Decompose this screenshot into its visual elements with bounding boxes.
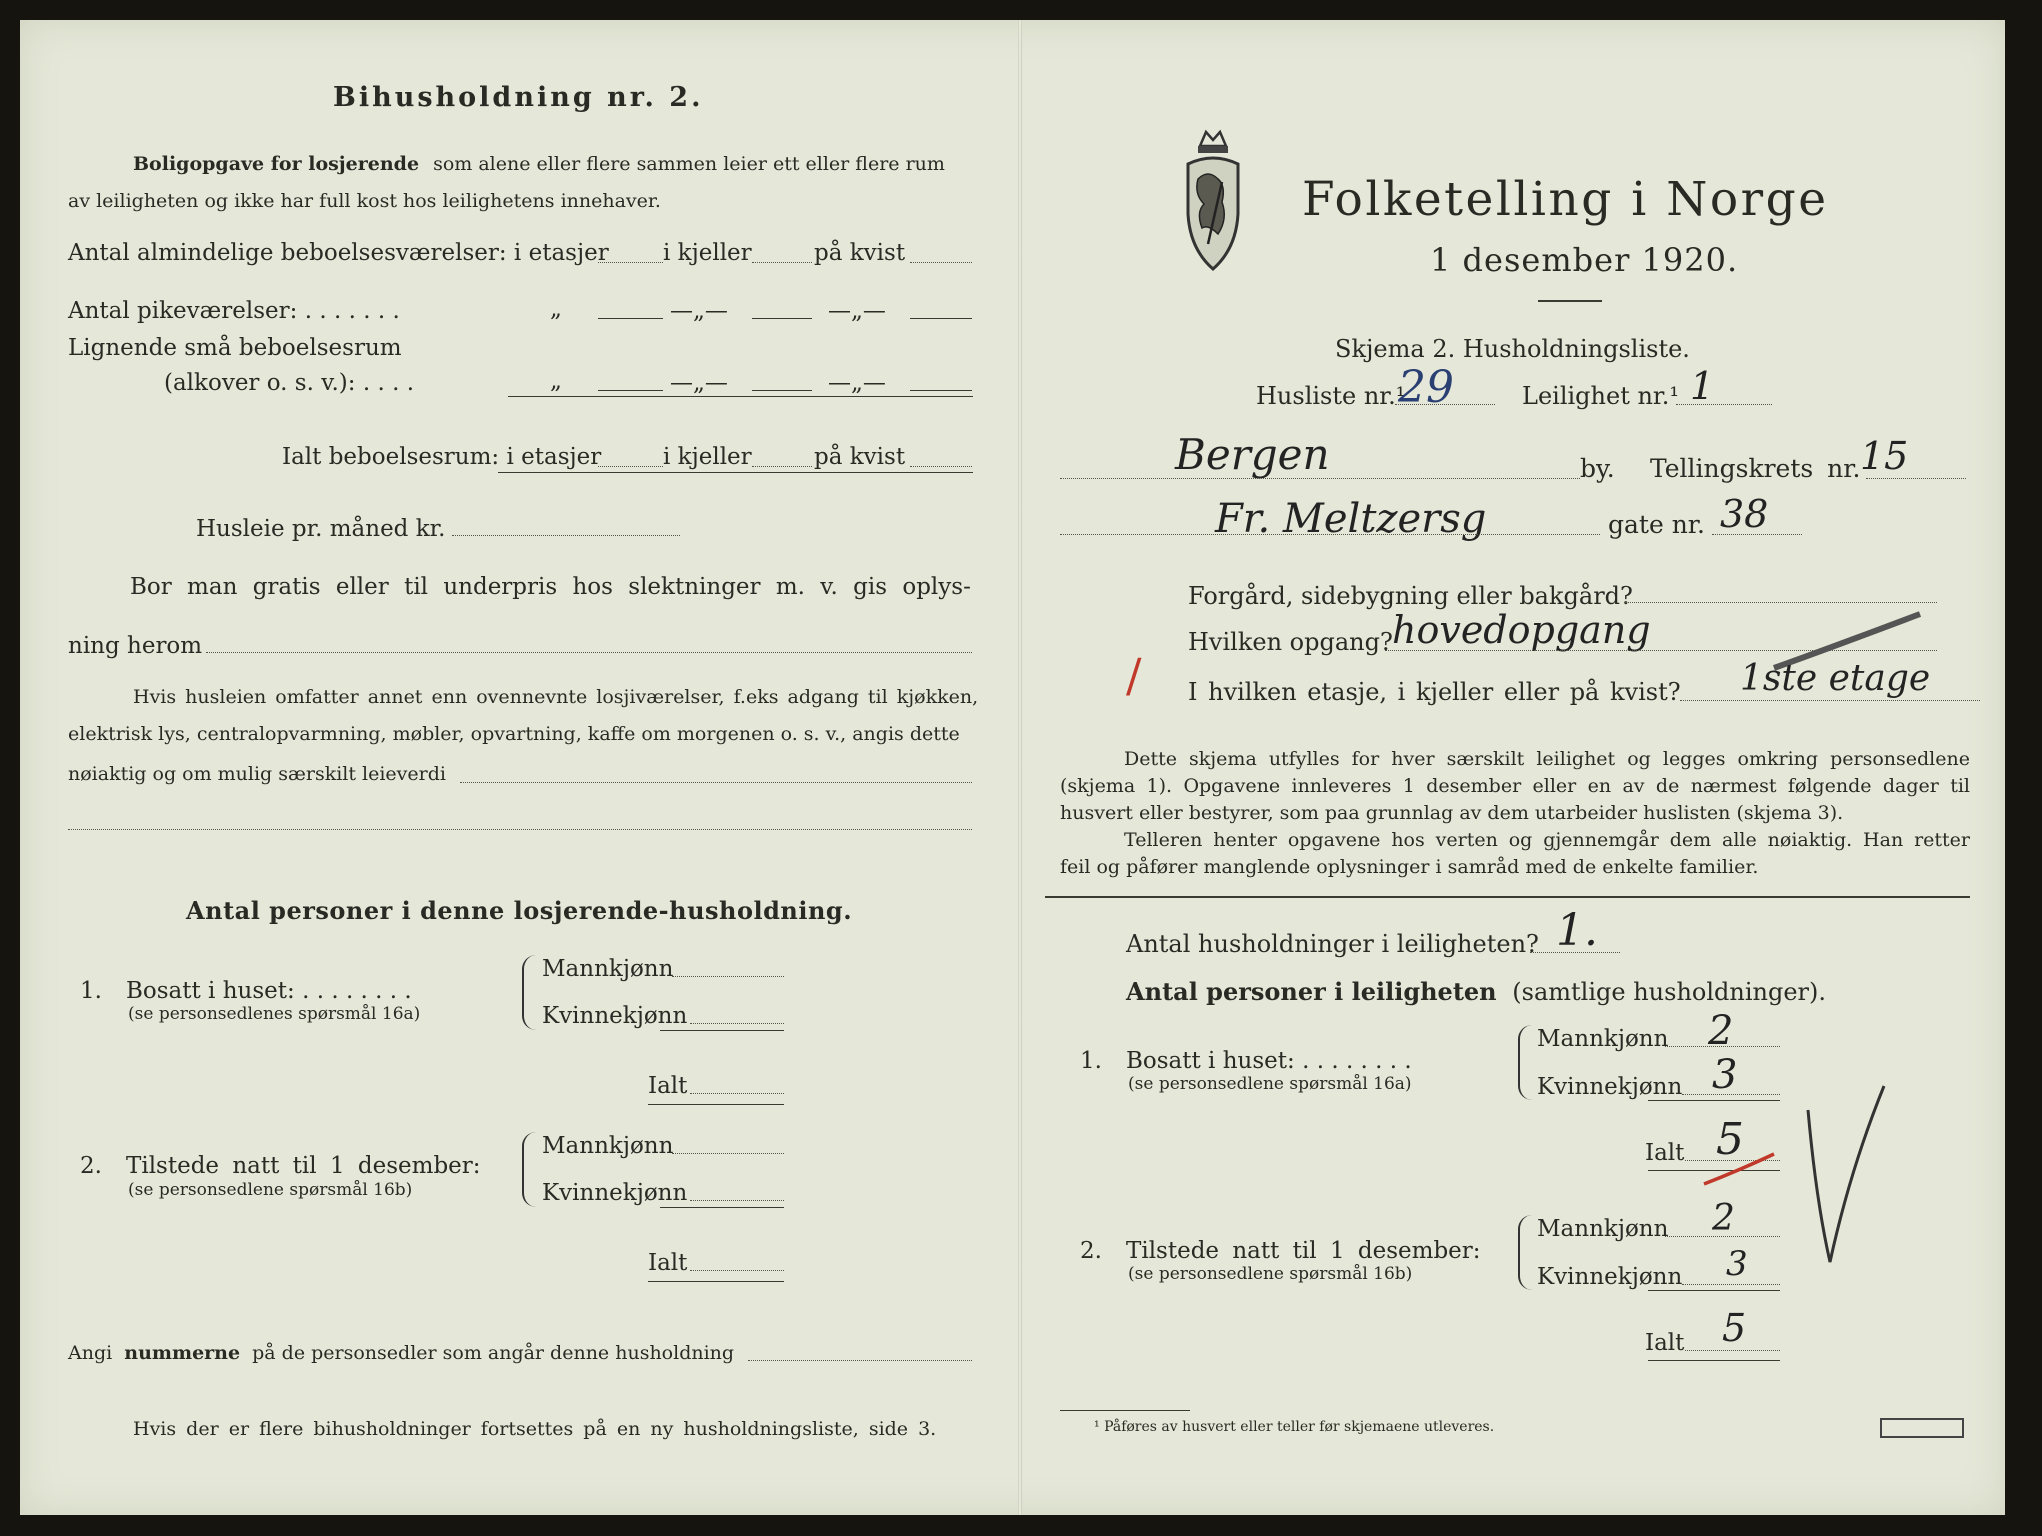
- krets-value: 15: [1860, 434, 1909, 478]
- etasje-value: 1ste etage: [1740, 658, 1931, 699]
- pike-line-2[interactable]: [752, 318, 812, 319]
- right-q2-sub: (se personsedlene spørsmål 16b): [1128, 1264, 1413, 1284]
- right-q1-label: Bosatt i huset: . . . . . . . .: [1126, 1048, 1412, 1074]
- left-q2-mann-label: Mannkjønn: [542, 1133, 674, 1159]
- page-fold: [1018, 20, 1022, 1515]
- right-persons-heading: [1126, 977, 1827, 1006]
- left-q1-kvinne-label: Kvinnekjønn: [542, 1003, 688, 1029]
- ialt-rooms-label: Ialt beboelsesrum: i etasjer: [282, 444, 602, 470]
- leilighet-value: 1: [1690, 364, 1715, 408]
- left-q1-num: 1.: [80, 978, 102, 1004]
- angi-pre: Angi: [68, 1342, 113, 1364]
- gratis-field[interactable]: [206, 652, 972, 653]
- rooms-kjeller: i kjeller: [663, 240, 752, 266]
- left-q2-brace: [522, 1132, 536, 1207]
- note-line-1: Hvis husleien omfatter annet enn ovennevnte losjiværelser, f.eks adgang til kjøkken,: [133, 686, 979, 708]
- right-q1-sum-line: [1648, 1100, 1780, 1101]
- right-persons-rest: (samtlige husholdninger).: [1512, 978, 1827, 1006]
- alkover-ditto: „: [550, 368, 562, 394]
- left-footer: Hvis der er flere bihusholdninger fortsettes på en ny husholdningsliste, side 3.: [133, 1418, 937, 1440]
- hush-field[interactable]: [1530, 952, 1620, 953]
- opgang-value: hovedopgang: [1392, 608, 1651, 652]
- husleie-field[interactable]: [452, 535, 680, 536]
- left-q2-label: Tilstede natt til 1 desember:: [126, 1153, 481, 1179]
- left-q1-sum-line: [660, 1030, 784, 1031]
- red-stroke: /: [1126, 648, 1142, 702]
- instr-3: husvert eller bestyrer, som paa grunnlag av dem utarbeider huslisten (skjema 3).: [1060, 802, 1844, 824]
- right-q2-kvinne-value: 3: [1726, 1244, 1748, 1284]
- city-value: Bergen: [1175, 430, 1330, 479]
- pike-line-1[interactable]: [598, 318, 663, 319]
- left-q2-ialt-field[interactable]: [690, 1270, 784, 1271]
- angi-bold: nummerne: [124, 1342, 241, 1364]
- form-date: 1 desember 1920.: [1430, 241, 1739, 279]
- right-q2-mann-field[interactable]: [1665, 1236, 1780, 1237]
- rooms-kjeller-field[interactable]: [752, 262, 812, 263]
- right-q1-kvinne-value: 3: [1712, 1052, 1738, 1098]
- red-tick-mark: [1700, 1150, 1780, 1190]
- note-line-3: nøiaktig og om mulig særskilt leieverdi: [68, 763, 446, 785]
- rooms-kvist: på kvist: [814, 240, 906, 266]
- gate-value: 38: [1720, 492, 1769, 536]
- ialt-etasjer-field[interactable]: [598, 466, 663, 467]
- husliste-label: Husliste nr.¹: [1256, 382, 1406, 410]
- right-q2-kvinne-field[interactable]: [1682, 1284, 1780, 1285]
- extra-field[interactable]: [68, 829, 972, 830]
- right-q1-ialt-value: 5: [1716, 1114, 1744, 1165]
- street-field[interactable]: [1060, 534, 1600, 535]
- gratis-line-1: Bor man gratis eller til underpris hos slektninger m. v. gis oplys-: [130, 574, 971, 600]
- etasje-field[interactable]: [1680, 700, 1980, 701]
- alkover-line-3[interactable]: [910, 390, 972, 391]
- alkover-line-1[interactable]: [598, 390, 663, 391]
- lign-label: Lignende små beboelsesrum: [68, 335, 402, 361]
- instructions: [1060, 746, 1970, 881]
- form-title: Folketelling i Norge: [1302, 172, 1829, 227]
- street-value: Fr. Meltzersg: [1215, 496, 1487, 542]
- instr-5: feil og påfører manglende oplysninger i samråd med de enkelte familier.: [1060, 856, 1759, 878]
- right-q1-sub: (se personsedlene spørsmål 16a): [1128, 1074, 1412, 1094]
- bihusholdning-title: Bihusholdning nr. 2.: [333, 82, 704, 113]
- left-q2-ialt-label: Ialt: [648, 1250, 688, 1276]
- right-q2-sum-line: [1648, 1290, 1780, 1291]
- left-q2-num: 2.: [80, 1153, 102, 1179]
- right-q1-ialt-label: Ialt: [1645, 1140, 1685, 1166]
- right-q1-kvinne-label: Kvinnekjønn: [1537, 1074, 1683, 1100]
- right-q1-mann-label: Mannkjønn: [1537, 1026, 1669, 1052]
- instr-2: (skjema 1). Opgavene innleveres 1 desember eller en av de nærmest følgende dager til: [1060, 775, 1970, 797]
- left-q2-kvinne-field[interactable]: [690, 1200, 784, 1201]
- right-q2-num: 2.: [1080, 1238, 1102, 1264]
- right-q2-kvinne-label: Kvinnekjønn: [1537, 1264, 1683, 1290]
- alkover-label: (alkover o. s. v.): . . . .: [164, 370, 415, 396]
- forgard-field[interactable]: [1625, 602, 1937, 603]
- ialt-rooms-underline: [498, 472, 973, 473]
- section-rule: [1045, 896, 1970, 898]
- husleie-label: Husleie pr. måned kr.: [196, 516, 446, 542]
- instr-1: Dette skjema utfylles for hver særskilt leilighet og legges omkring personsedlene: [1124, 748, 1970, 770]
- right-q2-ialt-value: 5: [1722, 1306, 1747, 1350]
- etasje-label: I hvilken etasje, i kjeller eller på kvist?: [1188, 678, 1681, 706]
- left-q1-label: Bosatt i huset: . . . . . . . .: [126, 978, 412, 1004]
- husliste-field[interactable]: [1395, 404, 1495, 405]
- left-q2-ialt-underline: [648, 1281, 784, 1282]
- hush-label: Antal husholdninger i leiligheten?: [1126, 930, 1539, 958]
- note-line-2: elektrisk lys, centralopvarmning, møbler, opvartning, kaffe om morgenen o. s. v., angis dette: [68, 723, 960, 745]
- right-q2-ialt-field[interactable]: [1685, 1350, 1780, 1351]
- left-persons-heading: Antal personer i denne losjerende-husholdning.: [186, 896, 853, 925]
- alkover-line-2[interactable]: [752, 390, 812, 391]
- alkover-dash-1: —„—: [670, 370, 728, 396]
- left-q1-ialt-label: Ialt: [648, 1073, 688, 1099]
- right-q2-label: Tilstede natt til 1 desember:: [1126, 1238, 1481, 1264]
- left-q1-mann-field[interactable]: [672, 976, 784, 977]
- printer-stamp: [1880, 1418, 1964, 1438]
- right-q1-mann-value: 2: [1708, 1008, 1734, 1054]
- instr-4: Telleren henter opgavene hos verten og gjennemgår dem alle nøiaktig. Han retter: [1124, 829, 1970, 851]
- left-q2-mann-field[interactable]: [672, 1153, 784, 1154]
- rooms-etasjer-field[interactable]: [598, 262, 663, 263]
- left-q1-sub: (se personsedlenes spørsmål 16a): [128, 1004, 421, 1024]
- leilighet-field[interactable]: [1676, 404, 1772, 405]
- footnote: ¹ Påføres av husvert eller teller før skjemaene utleveres.: [1094, 1419, 1495, 1435]
- ialt-kvist-field[interactable]: [910, 466, 972, 467]
- hush-value: 1.: [1556, 905, 1598, 956]
- pike-dash-1: —„—: [670, 298, 728, 324]
- left-q1-brace: [522, 955, 536, 1030]
- right-q1-kvinne-field[interactable]: [1682, 1094, 1780, 1095]
- intro-line-1: [133, 155, 945, 174]
- title-rule: [1538, 300, 1602, 302]
- krets-label: Tellingskrets nr.: [1650, 454, 1861, 483]
- schema-label: Skjema 2. Husholdningsliste.: [1335, 335, 1690, 363]
- rooms-kvist-field[interactable]: [910, 262, 972, 263]
- right-q1-brace: [1518, 1025, 1532, 1100]
- left-q1-ialt-underline: [648, 1104, 784, 1105]
- left-q2-sum-line: [660, 1207, 784, 1208]
- left-q1-mann-label: Mannkjønn: [542, 956, 674, 982]
- rooms-label: Antal almindelige beboelsesværelser: i etasjer: [68, 240, 609, 266]
- left-q2-kvinne-label: Kvinnekjønn: [542, 1180, 688, 1206]
- left-q1-ialt-field[interactable]: [690, 1093, 784, 1094]
- ialt-kjeller-field[interactable]: [752, 466, 812, 467]
- left-q2-sub: (se personsedlene spørsmål 16b): [128, 1180, 413, 1200]
- gate-label: gate nr.: [1608, 510, 1705, 539]
- coat-of-arms-icon: [1178, 124, 1248, 274]
- ialt-kvist: på kvist: [814, 444, 906, 470]
- intro-rest: som alene eller flere sammen leier ett eller flere rum: [433, 153, 945, 175]
- alkover-underline: [508, 396, 973, 397]
- right-q2-ialt-underline: [1648, 1360, 1780, 1361]
- right-q1-mann-field[interactable]: [1665, 1046, 1780, 1047]
- leieverdi-field[interactable]: [460, 782, 972, 783]
- city-field[interactable]: [1060, 478, 1580, 479]
- intro-bold: Boligopgave for losjerende: [133, 153, 420, 175]
- right-q1-num: 1.: [1080, 1048, 1102, 1074]
- left-q1-kvinne-field[interactable]: [690, 1023, 784, 1024]
- right-persons-bold: Antal personer i leiligheten: [1126, 977, 1497, 1006]
- leilighet-label: Leilighet nr.¹: [1522, 382, 1680, 410]
- gratis-line-2: ning herom: [68, 633, 203, 659]
- angi-field[interactable]: [748, 1360, 972, 1361]
- pike-ditto: „: [550, 296, 562, 322]
- pike-dash-2: —„—: [828, 298, 886, 324]
- right-q2-mann-label: Mannkjønn: [1537, 1216, 1669, 1242]
- pike-line-3[interactable]: [910, 318, 972, 319]
- right-q2-mann-value: 2: [1712, 1198, 1735, 1239]
- ialt-kjeller: i kjeller: [663, 444, 752, 470]
- check-mark-icon: [1800, 1080, 1890, 1270]
- intro-line-2: av leiligheten og ikke har full kost hos leilighetens innehaver.: [68, 190, 661, 212]
- gate-field[interactable]: [1712, 534, 1802, 535]
- angi-line: [68, 1344, 734, 1363]
- right-q2-brace: [1518, 1215, 1532, 1290]
- forgard-label: Forgård, sidebygning eller bakgård?: [1188, 582, 1633, 610]
- by-label: by.: [1580, 454, 1615, 483]
- alkover-dash-2: —„—: [828, 370, 886, 396]
- husliste-value: 29: [1398, 362, 1454, 413]
- footnote-rule: [1060, 1410, 1190, 1411]
- angi-rest: på de personsedler som angår denne husholdning: [252, 1342, 735, 1364]
- opgang-label: Hvilken opgang?: [1188, 628, 1393, 656]
- pike-label: Antal pikeværelser: . . . . . . .: [68, 298, 400, 324]
- right-q2-ialt-label: Ialt: [1645, 1330, 1685, 1356]
- krets-field[interactable]: [1866, 478, 1966, 479]
